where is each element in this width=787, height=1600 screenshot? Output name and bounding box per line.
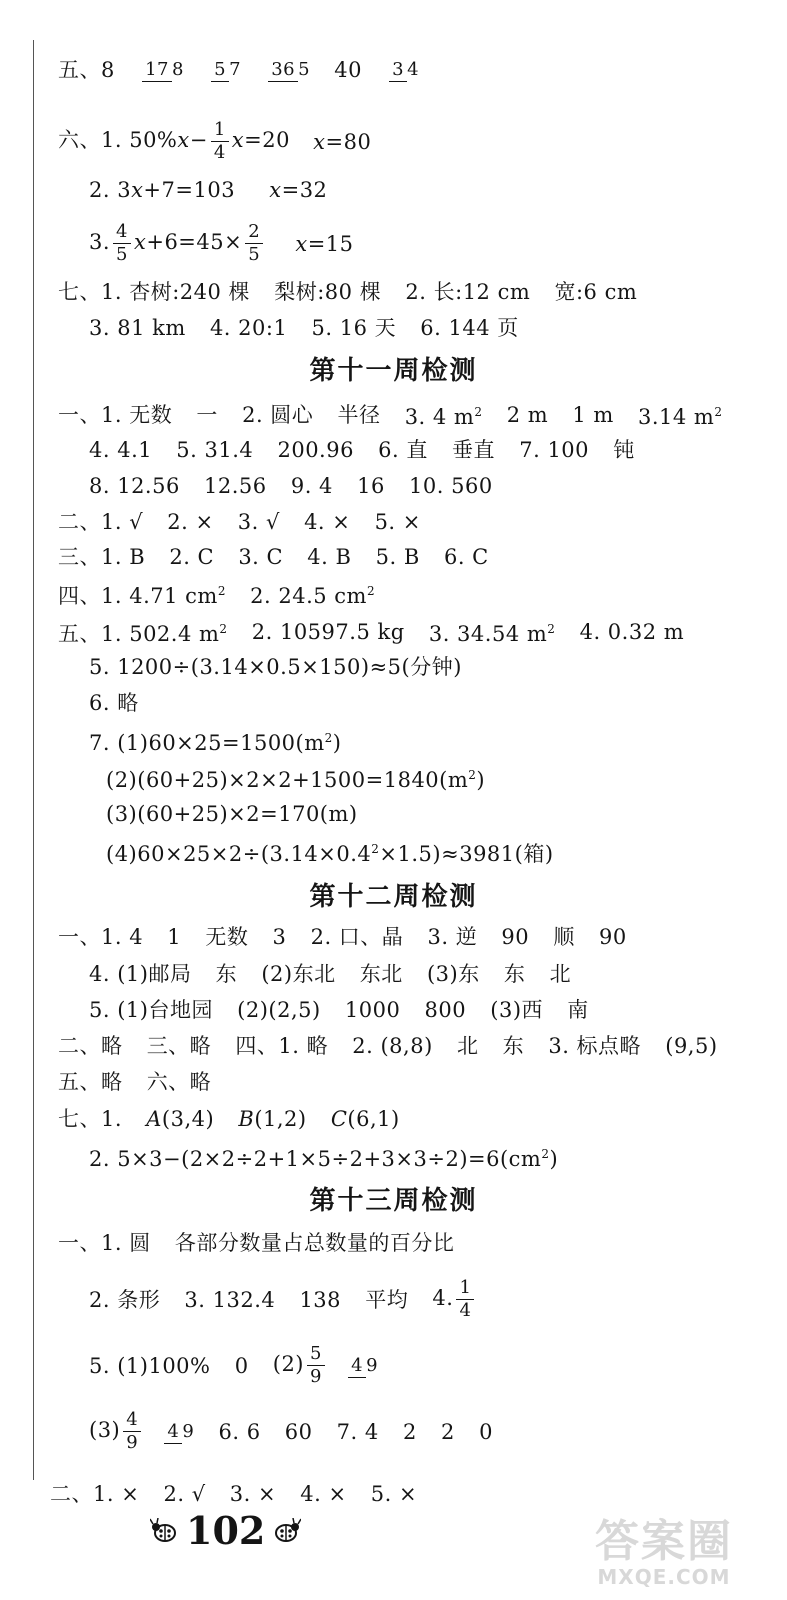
answer-line [89, 1410, 510, 1453]
answer-item: 3. C [238, 544, 284, 569]
paren: ) [476, 768, 486, 792]
fraction: 17 8 [142, 60, 184, 80]
paren: ) [549, 1147, 559, 1171]
answer-line [58, 276, 654, 306]
answer-item: 垂直 [452, 437, 496, 462]
fraction: $\frac{5}{9}$ [307, 1344, 325, 1387]
answer-item: 2. 口、晶 [310, 924, 404, 949]
answer-item: 3.14 m [637, 405, 715, 429]
answer-item: 6. 6 [218, 1419, 261, 1444]
answer-item: 三、略 [146, 1033, 212, 1058]
fraction: 3 4 [389, 60, 419, 80]
answer-item: 7. (1)60×25=1500(m [89, 731, 325, 755]
answer-item: 800 [424, 997, 467, 1022]
answer-item: 二、略 [58, 1033, 123, 1058]
equation-part: =32 [281, 177, 328, 202]
answer-item: 半径 [337, 402, 381, 427]
answer-item: 南 [567, 997, 589, 1022]
answer-line [58, 1066, 228, 1096]
answer-item: (3) [89, 1418, 121, 1442]
page-number: 102 [186, 1508, 266, 1553]
superscript: 2 [217, 584, 226, 598]
superscript: 2 [547, 622, 556, 636]
answer-item: 2 [402, 1419, 417, 1444]
coordinate: (3,4) [161, 1106, 215, 1131]
fraction: $\frac{1}{4}$ [211, 120, 229, 163]
answer-line [89, 651, 479, 681]
answer-item: 5. 31.4 [176, 437, 254, 462]
answer-item: 9. 4 [290, 473, 333, 498]
variable: x [269, 177, 282, 202]
answer-line [89, 312, 536, 342]
answer-item: 8. 12.56 [89, 473, 180, 498]
answer-item: 60 [284, 1419, 313, 1444]
answer-line [58, 577, 392, 610]
answer-line [89, 434, 652, 464]
answer-item: 二、1. √ [58, 509, 144, 534]
answer-item: 2. √ [163, 1481, 206, 1506]
answer-item: (3)(60+25)×2=170(m) [106, 801, 358, 826]
equation-part: − [189, 128, 208, 152]
answer-item: 7. 100 [519, 437, 590, 462]
answer-item: (2)东北 [261, 961, 336, 986]
answer-item: 1000 [344, 997, 401, 1022]
ladybug-icon [273, 1518, 301, 1544]
variable: x [134, 230, 147, 254]
answer-item: 6. 144 页 [420, 315, 519, 340]
answer-item: (4)60×25×2÷(3.14×0.4 [106, 842, 372, 866]
superscript: 2 [714, 405, 723, 419]
equation-part: 2. 3 [89, 177, 132, 202]
answer-line [58, 1227, 471, 1257]
superscript: 2 [468, 768, 477, 782]
superscript: 2 [371, 842, 380, 856]
variable: x [231, 128, 245, 152]
answer-line [89, 687, 156, 717]
answer-line [58, 541, 506, 571]
answer-item: 各部分数量占总数量的百分比 [174, 1230, 455, 1255]
answer-item: 5. 1200÷(3.14×0.5×150)≈5(分钟) [89, 654, 462, 679]
answer-item: 4. 0.32 m [579, 619, 685, 644]
answer-item: 2 [441, 1419, 455, 1444]
answer-item: (3)东 [426, 961, 480, 986]
answer-item: (2)(60+25)×2×2+1500=1840(m [106, 768, 469, 792]
answer-item: 16 [357, 473, 385, 498]
answer-item: (2) [272, 1352, 304, 1376]
answer-item: 一 [196, 402, 218, 427]
answer-item: 4. × [304, 509, 351, 534]
paren: ) [332, 731, 342, 755]
answer-item: (3)西 [490, 997, 544, 1022]
answer-item: 138 [299, 1287, 342, 1312]
answer-item: 2. 圆心 [242, 402, 314, 427]
answer-item: 顺 [553, 924, 575, 949]
fraction: $\frac{4}{9}$ [123, 1410, 141, 1453]
answer-line [89, 222, 371, 265]
answer-line [58, 921, 644, 951]
watermark-url: MXQE.COM [597, 1565, 731, 1589]
answer-item: 七、1. [58, 1106, 123, 1131]
answer-item: 五、1. 502.4 m [58, 622, 220, 646]
variable: x [313, 129, 326, 154]
answer-item: 五、略 [58, 1069, 123, 1094]
answer-item: 6. 略 [89, 690, 139, 715]
answer-item: 3. 逆 [427, 924, 478, 949]
answer-item: 2. 条形 [89, 1287, 161, 1312]
answer-item: 3. 81 km [89, 315, 186, 340]
answer-item: 90 [501, 924, 530, 949]
answer-item: 宽:6 cm [554, 279, 638, 304]
item-label: 五、8 [58, 57, 115, 82]
ladybug-icon [150, 1518, 178, 1544]
answer-line [89, 174, 344, 204]
answer-line [58, 398, 739, 431]
answer-item: 东 [502, 1033, 525, 1058]
answer-item: 一、1. 圆 [58, 1230, 151, 1255]
point-label: A [146, 1106, 162, 1131]
answer-item: 12.56 [204, 473, 267, 498]
answer-item: (9,5) [665, 1033, 718, 1058]
answer-line [89, 958, 588, 988]
answer-item: 七、1. 杏树:240 棵 [58, 279, 251, 304]
superscript: 2 [366, 584, 376, 598]
coordinate: (1,2) [254, 1106, 307, 1131]
answer-item: 5. × [374, 509, 421, 534]
answer-item: 六、略 [146, 1069, 212, 1094]
answer-value: 40 [334, 57, 362, 82]
answer-line [89, 994, 606, 1024]
answer-line [89, 1344, 395, 1387]
answer-item: 3. × [229, 1481, 277, 1506]
section-heading: 第十三周检测 [309, 1186, 478, 1216]
fraction: $\frac{4}{5}$ [113, 222, 131, 265]
fraction: 4 9 [164, 1422, 194, 1442]
answer-line [106, 835, 571, 868]
answer-item: 4. × [300, 1481, 347, 1506]
point-label: C [330, 1106, 348, 1131]
answer-item: 3 [272, 924, 287, 949]
answer-item: 北 [456, 1033, 479, 1058]
answer-item: 2 m [506, 402, 549, 427]
equation-part: =20 [244, 128, 290, 152]
answer-line [89, 470, 510, 500]
answer-item: 2. 10597.5 kg [251, 619, 405, 644]
answer-item: 5. B [375, 544, 420, 569]
answer-item: 10. 560 [409, 473, 493, 498]
answer-item: 四、1. 4.71 cm [58, 584, 218, 608]
answer-item: 200.96 [277, 437, 354, 462]
answer-item: 2. C [169, 544, 215, 569]
answer-item: 2. (8,8) [352, 1033, 433, 1058]
superscript: 2 [541, 1147, 550, 1161]
equation-part: 六、1. 50% [58, 128, 178, 152]
answer-item: 2. 24.5 cm [250, 584, 367, 608]
variable: x [177, 128, 190, 152]
answer-line [89, 1278, 477, 1321]
answer-item: 东 [503, 961, 526, 986]
section-heading: 第十一周检测 [309, 356, 478, 386]
answer-item: 2. 5×3−(2×2÷2+1×5÷2+3×3÷2)=6(cm [89, 1147, 542, 1171]
section-heading: 第十二周检测 [309, 882, 478, 912]
answer-item: 4. 20:1 [209, 315, 288, 340]
answer-line [50, 1478, 434, 1508]
superscript: 2 [324, 731, 333, 745]
answer-item: 6. C [443, 544, 489, 569]
fraction: $\frac{2}{5}$ [245, 222, 263, 265]
answer-item: 东 [215, 961, 238, 986]
answer-item: 一、1. 无数 [58, 402, 173, 427]
equation-part: +6=45× [146, 230, 243, 254]
answer-item: 2. × [167, 509, 214, 534]
answer-item: 5. × [370, 1481, 418, 1506]
variable: x [295, 231, 308, 256]
answer-item: 无数 [205, 924, 249, 949]
answer-item: 3. √ [237, 509, 280, 534]
page-number-block [150, 1508, 301, 1553]
answer-item: 3. 34.54 m [428, 622, 548, 646]
answer-item: 3. 标点略 [548, 1033, 642, 1058]
answer-item: 3. 132.4 [184, 1287, 276, 1312]
answer-item: 1 [167, 924, 182, 949]
answer-item: ×1.5)≈3981(箱) [379, 842, 554, 866]
watermark [595, 1505, 733, 1589]
superscript: 2 [474, 405, 483, 419]
fraction: 36 5 [268, 60, 310, 80]
superscript: 2 [219, 622, 228, 636]
point-label: B [238, 1106, 255, 1131]
answer-item: 1 m [572, 402, 614, 427]
answer-item: 3. 4 m [404, 405, 475, 429]
answer-line [58, 1103, 417, 1133]
answer-item: 三、1. B [58, 544, 146, 569]
answer-item: 4. [432, 1286, 454, 1310]
answer-line [58, 120, 388, 163]
coordinate: (6,1) [347, 1106, 400, 1131]
equation-part: +7=103 [143, 177, 236, 202]
equation-part: 3. [89, 230, 111, 254]
answer-item: 四、1. 略 [235, 1033, 329, 1058]
watermark-text: 答案圈 [595, 1516, 733, 1567]
answer-line [58, 506, 438, 536]
answer-item: 梨树:80 棵 [274, 279, 382, 304]
answer-item: 6. 直 [378, 437, 428, 462]
answer-item: (2)(2,5) [237, 997, 321, 1022]
answer-item: 90 [599, 924, 627, 949]
answer-item: 4. B [307, 544, 352, 569]
answer-item: 5. 16 天 [311, 315, 397, 340]
answer-item: 5. (1)100% [89, 1353, 211, 1378]
answer-line [58, 1030, 735, 1060]
answer-item: 0 [234, 1353, 249, 1378]
answer-item: 钝 [613, 437, 635, 462]
variable: x [131, 177, 144, 202]
answer-item: 0 [479, 1419, 493, 1444]
answer-line [106, 798, 375, 828]
answer-line [106, 761, 502, 794]
answer-item: 平均 [365, 1287, 409, 1312]
answer-item: 7. 4 [336, 1419, 379, 1444]
fraction: 4 9 [348, 1356, 378, 1376]
answer-line [89, 724, 359, 757]
margin-line [33, 40, 34, 1480]
answer-item: 4. 4.1 [89, 437, 153, 462]
equation-part: =15 [307, 231, 354, 256]
fraction: $\frac{1}{4}$ [456, 1278, 474, 1321]
equation-part: =80 [325, 129, 372, 154]
answer-line [58, 54, 436, 84]
fraction: 5 7 [211, 60, 241, 80]
answer-item: 二、1. × [50, 1481, 140, 1506]
answer-item: 一、1. 4 [58, 924, 144, 949]
answer-line [89, 1140, 575, 1173]
answer-item: 北 [549, 961, 572, 986]
answer-line [58, 615, 701, 648]
answer-item: 4. (1)邮局 [89, 961, 192, 986]
answer-item: 东北 [359, 961, 403, 986]
answer-item: 2. 长:12 cm [405, 279, 531, 304]
answer-item: 5. (1)台地园 [89, 997, 213, 1022]
